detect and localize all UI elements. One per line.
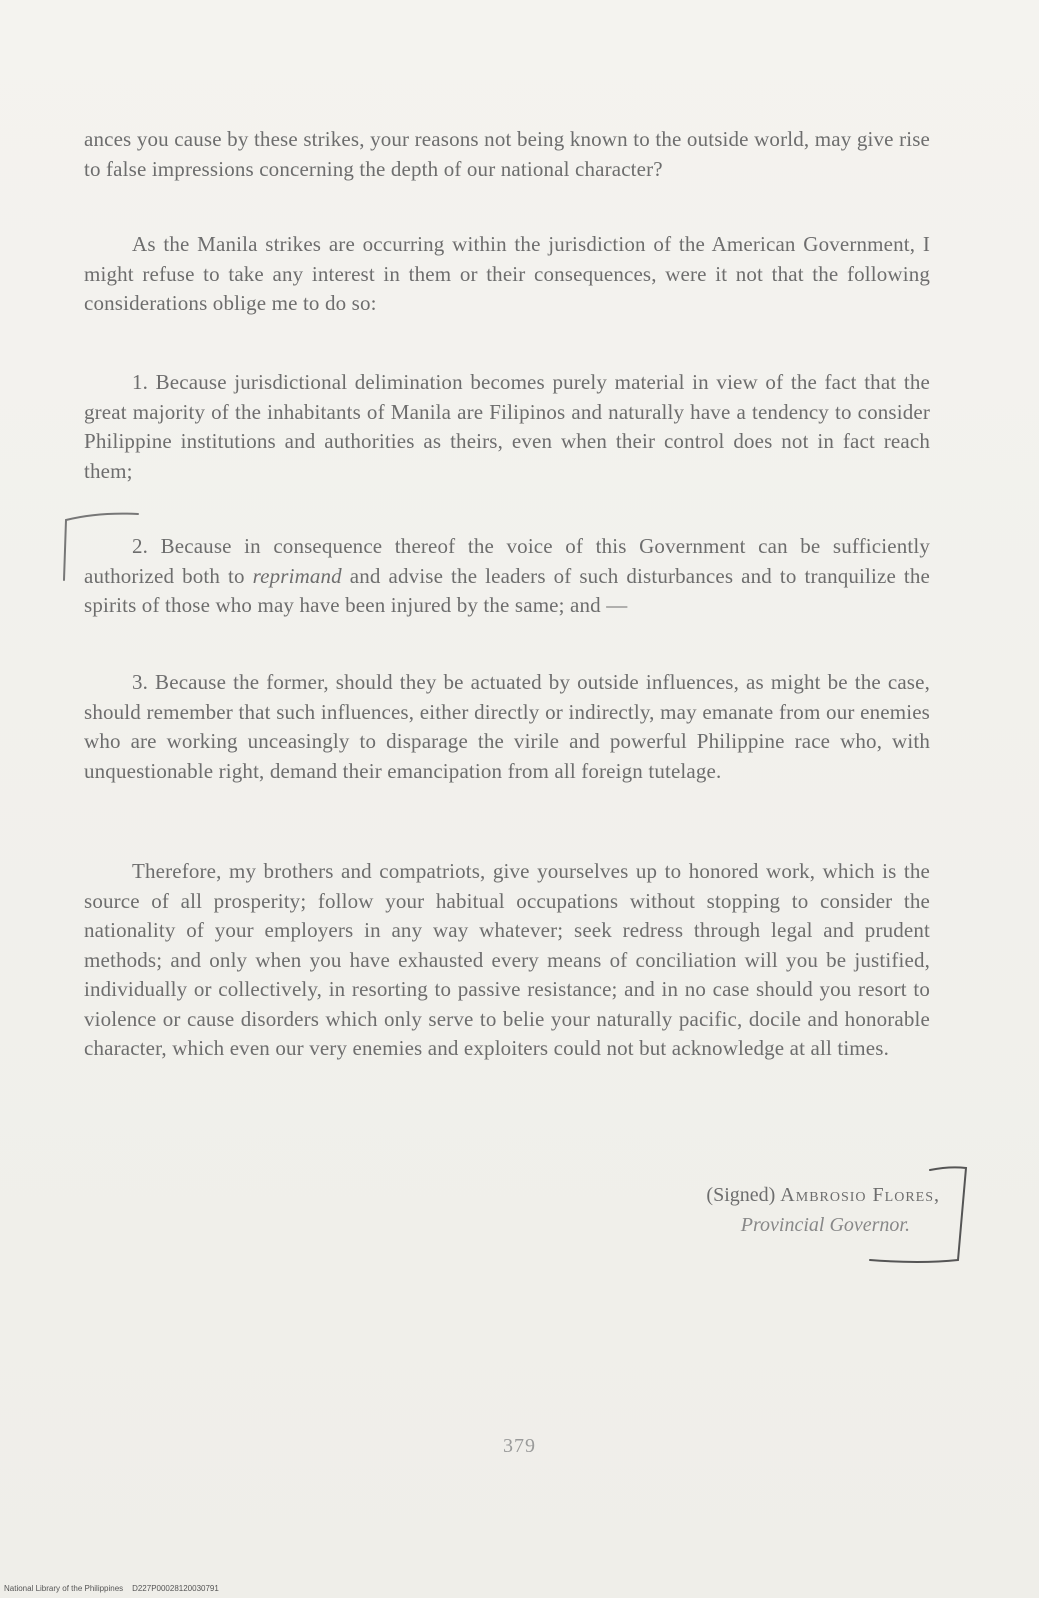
paragraph-point-3: 3. Because the former, should they be actuated by outside influences, as might be the case, should remember that such influences, either directly or indirectly, may emanate from our enemies who are working unceasingly to disparage the virile and powerful Philippine race who, with unquestionable right, demand their emancipation from all foreign tutelage. xyxy=(84,670,930,783)
point-2-text-before: 2. Because in consequence thereof the voice of this Government can be sufficiently authorized both to xyxy=(84,534,930,588)
signature-block xyxy=(560,1180,940,1240)
paragraph-considerations: As the Manila strikes are occurring within the jurisdiction of the American Government, I might refuse to take any interest in them or their consequences, were it not that the following considerations oblige me to do so: xyxy=(84,232,930,315)
paragraph-point-1: 1. Because jurisdictional delimination becomes purely material in view of the fact that the great majority of the inhabitants of Manila are Filipinos and naturally have a tendency to consider Philippine institutions and authorities as theirs, even when their control does not in fact reach them; xyxy=(84,370,930,483)
signed-label: (Signed) xyxy=(706,1184,776,1206)
page-number: 379 xyxy=(503,1435,536,1457)
paragraph-therefore: Therefore, my brothers and compatriots, give yourselves up to honored work, which is the source of all prosperity; follow your habitual occupations without stopping to consider the nationality of your employers in any way whatever; seek redress through legal and prudent methods; and only when you have exhausted every means of conciliation will you be justified, individually or collectively, in resorting to passive resistance; and in no case should you resort to violence or cause disorders which only serve to belie your naturally pacific, docile and honorable character, which even our very enemies and exploiters could not but acknowledge at all times. xyxy=(84,859,930,1060)
signatory-title: Provincial Governor. xyxy=(740,1214,910,1236)
point-2-text-after: and advise the leaders of such disturbances and to tranquilize the spirits of those who may have been injured by the same; and — xyxy=(84,563,930,617)
paragraph-continuation: ances you cause by these strikes, your reasons not being known to the outside world, may give rise to false impressions concerning the depth of our national character? xyxy=(84,127,930,181)
paragraph-point-2 xyxy=(84,532,930,621)
signatory-name: Ambrosio Flores, xyxy=(780,1184,940,1206)
footer-caption: National Library of the Philippines D227P00028120030791 xyxy=(4,1584,219,1593)
point-2-emphasis: reprimand xyxy=(252,563,342,588)
